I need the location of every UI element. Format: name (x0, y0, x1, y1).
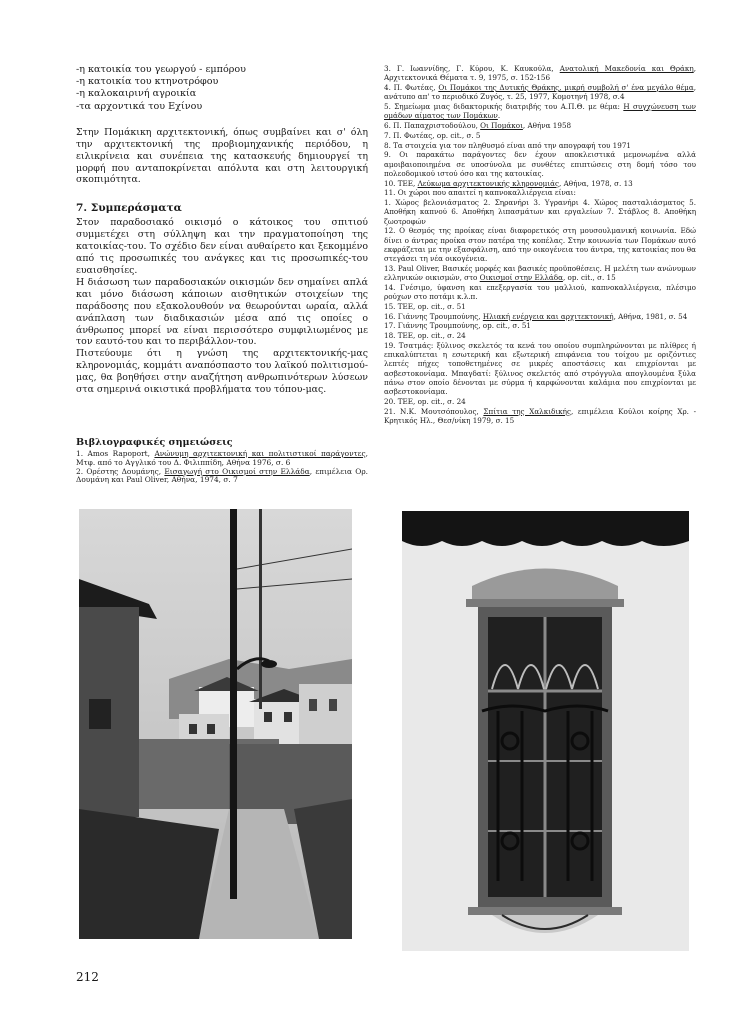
note-text: 10. ΤΕΕ, (384, 178, 418, 188)
note-text: 4. Π. Φωτέας, (384, 83, 439, 92)
paragraph: Η διάσωση των παραδοσιακών οικισμών δεν σημαίνει απλά και μόνο διάσωση κάποιων αισθητικών στοιχείων της παράδοσης που εξακολουθούν να θεωρούνται ωραία, αλλά ανάπλαση των διαδικασιών μέσα από τις οποίες ο άνθρωπος μπορεί να είναι περισσότερο συμφιλιωμένος με τον εαυτό-του και το περιβάλλον-του. (76, 276, 368, 348)
note-title: Λεύκωμα αρχιτεκτονικής κληρονομιάς (417, 178, 560, 188)
note-text: 12. Ο θεσμός της προίκας είναι διαφορετικός στη μουσουλμανική κοινωνία. Εδώ δίνει ο άντρας προίκα στον πατέρα της κοπέλας. Στην κοινωνία των Πομάκων αυτό εκφράζεται με την εξασφάλιση, από την οικογένεια του άντρα, της κατοικίας που θα στεγάσει τη νέα οικογένεια. (384, 226, 696, 263)
note-text: 14. Γνέσιμο, ύφανση και επεξεργασία του μαλλιού, καπνοκαλλιέργεια, πλέσιμο ρούχων στο ποτάμι κ.λ.π. (384, 282, 696, 301)
note-item (384, 331, 696, 340)
note-title: Η συγχώνευση των ομάδων αίματος των Πομάκων (384, 102, 696, 121)
window-image (402, 511, 689, 951)
note-text: 13. Paul Oliver, Βασικές μορφές και βασικές προϋποθέσεις. Η μελέτη των ανώνυμων ελληνικών οικισμών, στο (384, 263, 696, 282)
note-text: 7. Π. Φωτέας, op. cit., σ. 5 (384, 130, 481, 140)
note-text: 3. Γ. Ιωαννίδης, Γ. Κύρου, Κ. Καυκούλα, (384, 64, 560, 73)
note-item (384, 312, 696, 321)
note-text: . (497, 111, 501, 121)
ref-text: 1. Amos Rapoport, (76, 449, 155, 458)
note-item (384, 83, 696, 101)
bibliography-heading: Βιβλιογραφικές σημειώσεις (76, 437, 233, 448)
ref-title: Εισαγωγή στο Οικισμοί στην Ελλάδα (164, 466, 310, 476)
note-text: 18. ΤΕΕ, op. cit., σ. 24 (384, 331, 466, 341)
note-item (384, 64, 696, 82)
note-title: Σπίτια της Χαλκιδικής (483, 406, 572, 416)
note-text: 21. Ν.Κ. Μουτσόπουλος, (384, 406, 484, 416)
note-text: 17. Γιάννης Τρουμπούνης, op. cit., σ. 51 (384, 321, 531, 331)
note-item (384, 179, 696, 188)
note-text: 5. Σημείωμα μιας διδακτορικής διατριβής του Α.Π.Θ. με θέμα: (384, 102, 624, 111)
note-item (384, 141, 696, 150)
reference-item (76, 450, 368, 468)
note-item (384, 321, 696, 330)
notes-column (384, 64, 696, 425)
note-text: , επιμέλεια Κούλοι κοίρης Χρ. - Κρητικός Ηλ., Θεσ/νίκη 1979, σ. 15 (384, 406, 696, 425)
note-title: Ανατολική Μακεδονία και Θράκη (559, 64, 694, 73)
ref-text: , επιμέλεια Ορ. Δουμάνη και Paul Oliver, Αθήνα, 1974, σ. 7 (76, 466, 369, 485)
list-item: -η κατοικία του κτηνοτρόφου (76, 76, 219, 88)
note-text: , Αθήνα 1958 (522, 121, 572, 130)
note-item (384, 397, 696, 406)
left-column (76, 64, 368, 396)
conclusions-text (76, 217, 368, 396)
ref-title: Ανώνυμη αρχιτεκτονική και πολιτιστικοί παράγοντες (154, 449, 366, 458)
note-item (384, 150, 696, 178)
note-item (384, 188, 696, 197)
list-item: -η καλοκαιρινή αγροικία (76, 88, 197, 100)
note-item (384, 226, 696, 263)
note-item (384, 264, 696, 282)
intro-paragraph: Στην Πομάκικη αρχιτεκτονική, όπως συμβαίνει και σ' όλη την αρχιτεκτονική της προβιομηχανικής περιόδου, η ειλικρίνεια και συνέπεια της κατασκευής δημιουργεί τη μορφή που ανταποκρίνεται απόλυτα και στη λειτουργική σκοπιμότητα. (76, 126, 368, 186)
note-text: , Αθήνα, 1978, σ. 13 (559, 178, 633, 188)
note-text: , Αθήνα, 1981, σ. 54 (613, 311, 688, 321)
paragraph: Στον παραδοσιακό οικισμό ο κάτοικος του σπιτιού συμμετέχει στη σύλληψη και την πραγματοποίηση της κατοικίας-του. Το σχέδιο δεν είναι αυθαίρετο και ξεκομμένο από τις προσωπικές του ανάγκες και τις προσωπικές-του ευαισθησίες. (76, 217, 368, 276)
note-title: Οικισμοί στην Ελλάδα (479, 273, 563, 282)
ref-text: 2. Ορέστης Δουμάνης, (76, 466, 165, 476)
note-item (384, 302, 696, 311)
list-item: -η κατοικία του γεωργού - εμπόρου (76, 64, 246, 75)
note-item (384, 283, 696, 301)
bibliography (76, 437, 368, 485)
village-street-photo (79, 509, 352, 939)
note-text: 1. Χώρος βελονιάσματος 2. Σηρανήρι 3. Υγρανήρι 4. Χώρος πασταλιάσματος 5. Αποθήκη καπνού 6. Αποθήκη λιπασμάτων και εργαλείων 7. Στάβλος 8. Αποθήκη ζωοτροφών (384, 198, 696, 226)
section-heading: 7. Συμπεράσματα (76, 202, 182, 215)
note-text: , Αρχιτεκτονικά Θέματα τ. 9, 1975, σ. 152-156 (384, 64, 696, 83)
paragraph: Πιστεύουμε ότι η γνώση της αρχιτεκτονικής-μας κληρονομιάς, κομμάτι αναπόσπαστο του λαϊκού πολιτισμού-μας, θα βοηθήσει στην αναζήτηση ανθρωπινότερων λύσεων στα σημερινά οικιστικά προβλήματα του τόπου-μας. (76, 348, 368, 396)
note-text: 9. Οι παρακάτω παράγοντες δεν έχουν αποκλειστικά μεμονωμένα αλλά αμοιβαιοποιημένα σε υποσύνολα με συνθέτες επιπτώσεις στη δομή τόσο του πολεοδομικού ιστού όσο και της κατοικίας. (384, 150, 696, 178)
note-item (384, 198, 696, 226)
ref-text: , Μτφ. από το Αγγλικό του Δ. Φιλιππίδη, Αθήνα 1976, σ. 6 (76, 449, 368, 467)
note-item (384, 131, 696, 140)
note-item (384, 102, 696, 120)
note-text: , op. cit., σ. 15 (562, 273, 616, 282)
note-text: 16. Γιάννης Τρουμπούνης, (384, 311, 483, 321)
reference-item (76, 468, 368, 486)
note-text: 19. Τσατμάς: ξύλινος σκελετός τα κενά του οποίου συμπληρώνονται με πλίθρες ή επικαλύπτεται η εσωτερική και εξωτερική επιφάνεια του τοίχου με οριζόντιες λεπτές πήχες τοποθετημένες σε μικρές αποστάσεις και επιχρίονται με ασβεστοκονίαμα. Μπαγδατί: ξύλινος σκελετός από στρόγγυλα απογλουμένα ξύλα πάνω στον οποίο δένονται με σύρμα ή καρφώνονται καλάμια που επιχρίονται με ασβεστοκονίαμα. (384, 340, 696, 396)
note-text: , ανάτυπο απ' το περιοδικό Ζυγός, τ. 25, 1977, Κομοτηνή 1978, σ.4 (384, 83, 696, 102)
list-item: -τα αρχοντικά του Εχίνου (76, 100, 203, 112)
dwelling-type-list (76, 64, 368, 113)
note-text: 15. ΤΕΕ, op. cit., σ. 51 (384, 301, 466, 311)
note-title: Οι Πομάκοι (480, 121, 523, 130)
note-item (384, 121, 696, 130)
note-title: Ηλιακή ενέργεια και αρχιτεκτονική (482, 311, 614, 321)
note-text: 20. ΤΕΕ, op. cit., σ. 24 (384, 396, 466, 406)
note-text: 11. Οι χώροι που απαιτεί η καπνοκαλλιέργεια είναι: (384, 188, 576, 198)
page-number: 212 (76, 970, 99, 984)
note-item (384, 341, 696, 396)
ornate-window-photo (402, 511, 689, 951)
note-text: 8. Τα στοιχεία για τον πληθυσμό είναι από την απογραφή του 1971 (384, 140, 631, 150)
note-text: 6. Π. Παπαχριστοδούλου, (384, 121, 481, 130)
note-title: Οι Πομάκοι της Δυτικής Θράκης, μικρή συμβολή σ' ένα μεγάλο θέμα (438, 83, 694, 92)
village-street-image (79, 509, 352, 939)
note-item (384, 407, 696, 425)
